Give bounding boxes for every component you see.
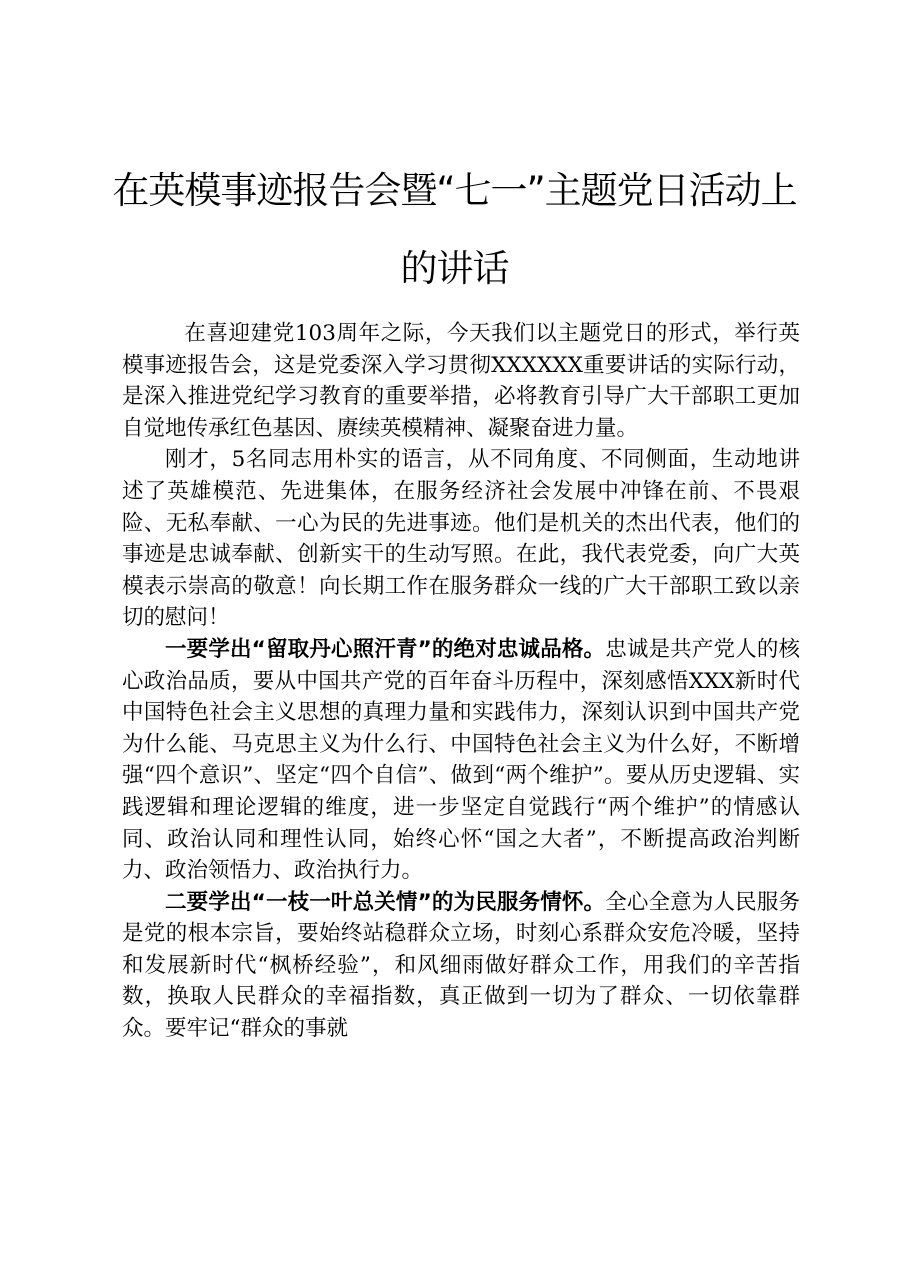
document-body bbox=[122, 318, 800, 1045]
paragraph-text: 全心全意为人民服务是党的根本宗旨，要始终站稳群众立场，时刻心系群众安危冷暖，坚持和发展新时代“枫桥经验”，和风细雨做好群众工作，用我们的辛苦指数，换取人民群众的幸福指数，真正做到一切为了群众、一切依靠群众。要牢记“群众的事就 bbox=[122, 889, 800, 1042]
paragraph-opening bbox=[122, 318, 800, 444]
paragraph-lead-heading: 一要学出“留取丹心照汗青”的绝对忠诚品格。 bbox=[165, 636, 606, 662]
paragraph-tribute bbox=[122, 444, 800, 634]
paragraph-text: 忠诚是共产党人的核心政治品质，要从中国共产党的百年奋斗历程中，深刻感悟XXX新时代中国特色社会主义思想的真理力量和实践伟力，深刻认识到中国共产党为什么能、马克思主义为什么行、中国特色社会主义为什么好，不断增强“四个意识”、坚定“四个自信”、做到“两个维护”。要从历史逻辑、实践逻辑和理论逻辑的维度，进一步坚定自觉践行“两个维护”的情感认同、政治认同和理性认同，始终心怀“国之大者”，不断提高政治判断力、政治领悟力、政治执行力。 bbox=[122, 636, 800, 884]
paragraph-point-two bbox=[122, 887, 800, 1045]
document-title-line-2: 的讲话 bbox=[400, 247, 509, 290]
paragraph-text: 刚才，5名同志用朴实的语言，从不同角度、不同侧面，生动地讲述了英雄模范、先进集体，在服务经济社会发展中冲锋在前、不畏艰险、无私奉献、一心为民的先进事迹。他们是机关的杰出代表，他们的事迹是忠诚奉献、创新实干的生动写照。在此，我代表党委，向广大英模表示崇高的敬意！向长期工作在服务群众一线的广大干部职工致以亲切的慰问！ bbox=[122, 447, 800, 631]
paragraph-text: 在喜迎建党103周年之际，今天我们以主题党日的形式，举行英模事迹报告会，这是党委深入学习贯彻XXXXXX重要讲话的实际行动，是深入推进党纪学习教育的重要举措，必将教育引导广大干部职工更加自觉地传承红色基因、赓续英模精神、凝聚奋进力量。 bbox=[122, 321, 800, 441]
document-title-line-1: 在英模事迹报告会暨“七一”主题党日活动上 bbox=[112, 169, 797, 212]
paragraph-lead-heading: 二要学出“一枝一叶总关情”的为民服务情怀。 bbox=[165, 889, 606, 915]
paragraph-point-one bbox=[122, 634, 800, 887]
